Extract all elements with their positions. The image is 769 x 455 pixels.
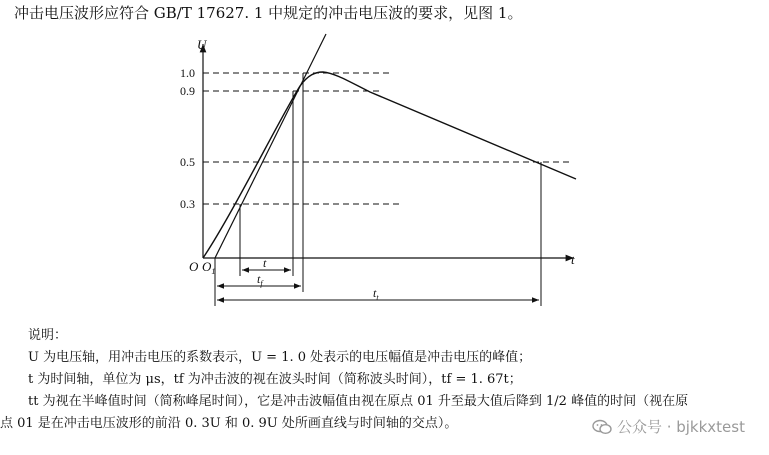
watermark [588,414,749,439]
origin-label: O [189,259,199,274]
virtual-origin-label: $O_1$ [202,259,216,276]
intro-text: 冲击电压波形应符合 GB/T 17627. 1 中规定的冲击电压波的要求，见图 1。 [14,4,523,22]
dim-t-label: t [263,256,267,270]
tick-0-3: 0.3 [180,197,195,211]
wechat-icon [592,419,612,435]
legend-title: 说明： [28,328,68,343]
legend-line-2: t 为时间轴，单位为 μs，tf 为冲击波的视在波头时间（简称波头时间），tf = 1. 67t； [28,372,522,387]
legend-line-3: tt 为视在半峰值时间（简称峰尾时间），它是冲击波幅值由视在原点 01 升至最大值后降到 1/2 峰值的时间（视在原 [28,394,689,409]
tick-1-0: 1.0 [180,66,195,80]
tick-0-9: 0.9 [180,84,195,98]
dim-tf-label: $t_f$ [257,272,263,288]
front-line-0-3-0-9 [215,34,326,258]
legend-line-1: U 为电压轴，用冲击电压的系数表示，U = 1. 0 处表示的电压幅值是冲击电压的峰值； [28,350,532,365]
dim-tt-label: $t_t$ [373,286,379,302]
tick-0-5: 0.5 [180,155,195,169]
y-axis-label: U [197,37,207,52]
impulse-wave-curve [203,72,576,258]
legend-line-4: 点 01 是在冲击电压波形的前沿 0. 3U 和 0. 9U 处所画直线与时间轴的交点）。 [0,416,458,431]
watermark-text: 公众号 · bjkkxtest [616,418,745,436]
x-axis-label: t [571,252,575,267]
